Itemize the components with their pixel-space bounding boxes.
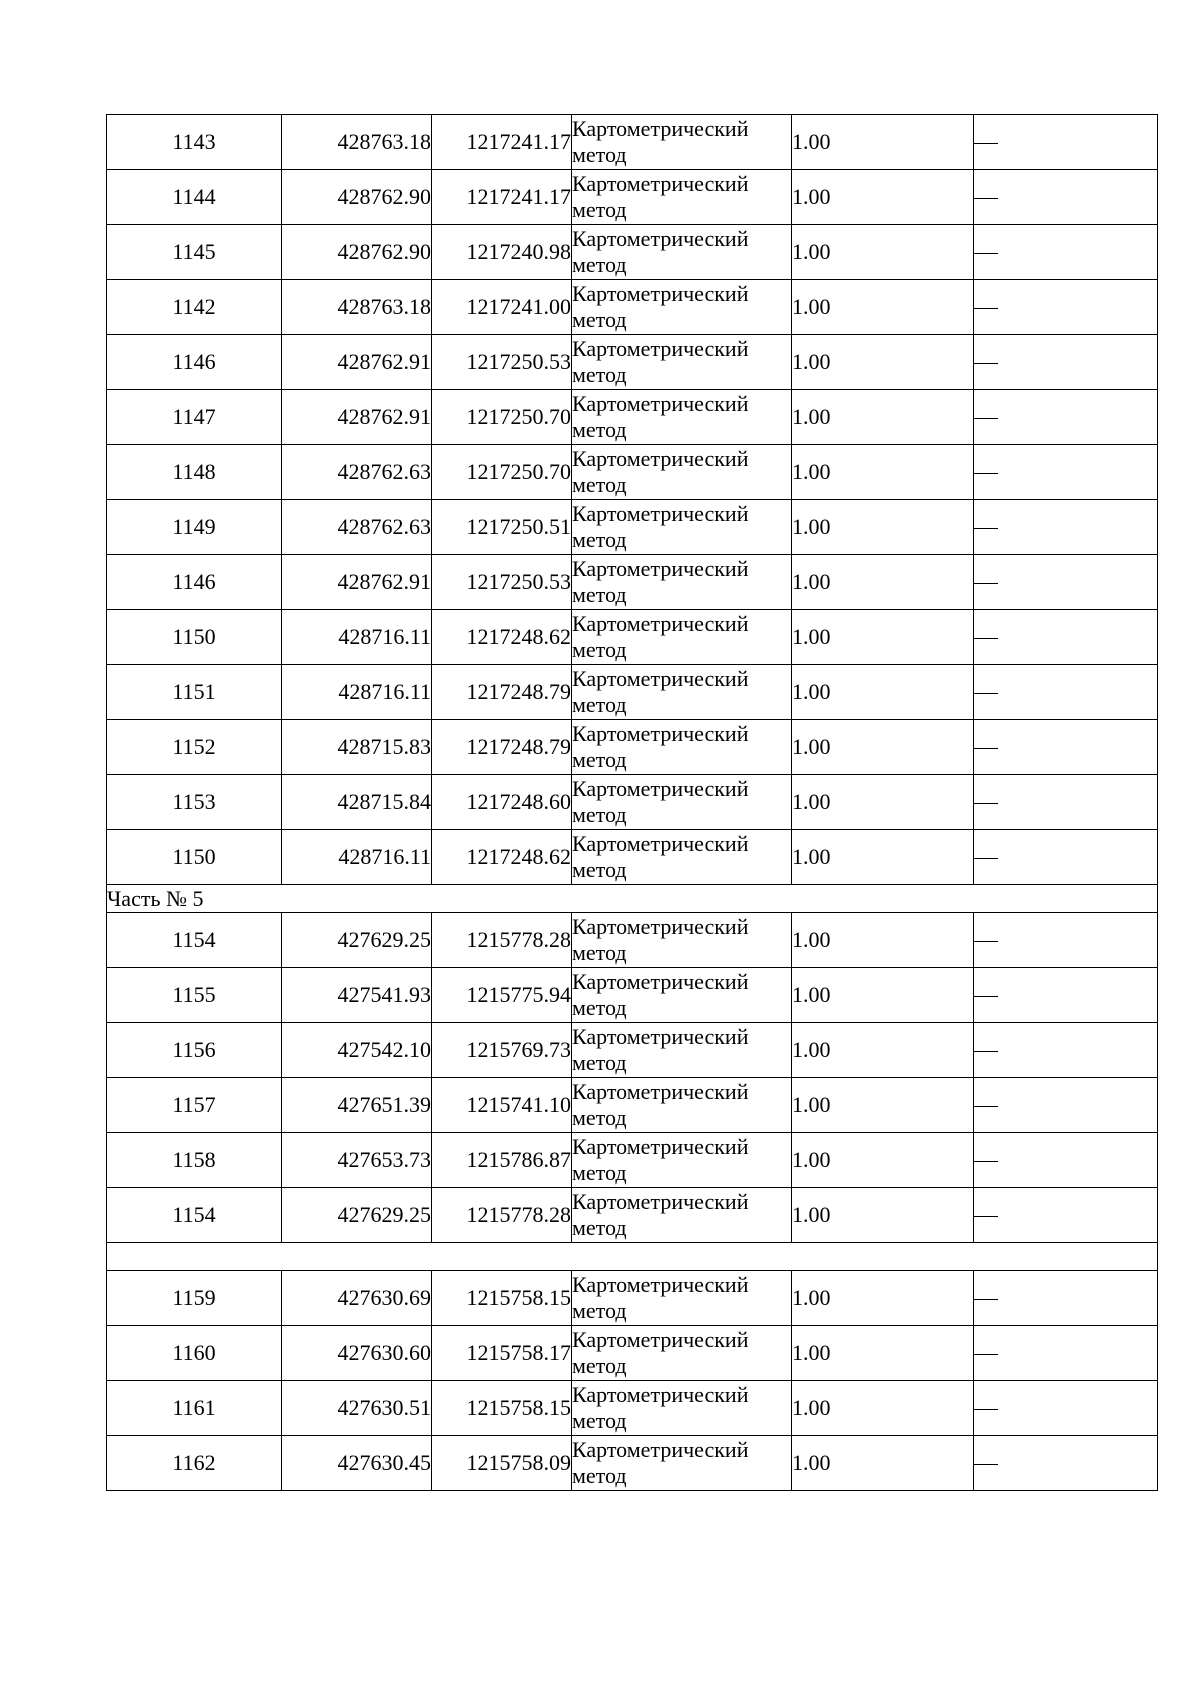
point-number-cell: 1157	[107, 1078, 282, 1133]
table-row	[107, 1326, 1158, 1381]
description-cell	[974, 913, 1158, 968]
accuracy-cell: 1.00	[792, 170, 974, 225]
method-cell	[572, 225, 792, 280]
method-line-2: метод	[572, 1408, 627, 1433]
x-coordinate-cell: 428762.63	[282, 500, 432, 555]
x-coordinate-cell: 428763.18	[282, 115, 432, 170]
method-cell	[572, 830, 792, 885]
accuracy-cell: 1.00	[792, 1023, 974, 1078]
method-line-2: метод	[572, 1298, 627, 1323]
description-cell	[974, 720, 1158, 775]
y-coordinate-cell: 1217248.62	[432, 610, 572, 665]
table-row	[107, 555, 1158, 610]
accuracy-cell: 1.00	[792, 1381, 974, 1436]
method-cell	[572, 1381, 792, 1436]
dash-mark	[974, 1354, 998, 1355]
x-coordinate-cell: 427651.39	[282, 1078, 432, 1133]
method-cell	[572, 555, 792, 610]
accuracy-cell: 1.00	[792, 1436, 974, 1491]
method-line-1: Картометрический	[572, 666, 749, 691]
blank-separator-row	[107, 1243, 1158, 1271]
table-row	[107, 1023, 1158, 1078]
method-line-1: Картометрический	[572, 556, 749, 581]
method-cell	[572, 1188, 792, 1243]
point-number-cell: 1144	[107, 170, 282, 225]
table-row	[107, 1188, 1158, 1243]
x-coordinate-cell: 428762.91	[282, 555, 432, 610]
part-header-row	[107, 885, 1158, 913]
method-cell	[572, 1023, 792, 1078]
method-cell	[572, 170, 792, 225]
accuracy-cell: 1.00	[792, 720, 974, 775]
method-line-2: метод	[572, 692, 627, 717]
dash-mark	[974, 1051, 998, 1052]
table-row	[107, 720, 1158, 775]
accuracy-cell: 1.00	[792, 225, 974, 280]
dash-mark	[974, 858, 998, 859]
point-number-cell: 1149	[107, 500, 282, 555]
method-cell	[572, 335, 792, 390]
method-line-1: Картометрический	[572, 721, 749, 746]
accuracy-cell: 1.00	[792, 665, 974, 720]
method-line-2: метод	[572, 1215, 627, 1240]
y-coordinate-cell: 1217248.79	[432, 720, 572, 775]
part-label: Часть № 5	[107, 885, 1158, 913]
table-section-part	[107, 913, 1158, 1243]
dash-mark	[974, 308, 998, 309]
accuracy-cell: 1.00	[792, 555, 974, 610]
method-cell	[572, 1326, 792, 1381]
y-coordinate-cell: 1217248.60	[432, 775, 572, 830]
description-cell	[974, 968, 1158, 1023]
description-cell	[974, 555, 1158, 610]
dash-mark	[974, 1409, 998, 1410]
method-line-1: Картометрический	[572, 1327, 749, 1352]
table-row	[107, 335, 1158, 390]
method-line-1: Картометрический	[572, 1024, 749, 1049]
table-section-before	[107, 115, 1158, 885]
coordinates-table	[106, 114, 1158, 1491]
table-row	[107, 1381, 1158, 1436]
dash-mark	[974, 1216, 998, 1217]
method-line-1: Картометрический	[572, 1382, 749, 1407]
table-row	[107, 610, 1158, 665]
x-coordinate-cell: 427630.45	[282, 1436, 432, 1491]
dash-mark	[974, 583, 998, 584]
y-coordinate-cell: 1217240.98	[432, 225, 572, 280]
method-line-1: Картометрический	[572, 1134, 749, 1159]
y-coordinate-cell: 1215786.87	[432, 1133, 572, 1188]
x-coordinate-cell: 428716.11	[282, 830, 432, 885]
point-number-cell: 1150	[107, 830, 282, 885]
description-cell	[974, 1381, 1158, 1436]
x-coordinate-cell: 427629.25	[282, 1188, 432, 1243]
dash-mark	[974, 996, 998, 997]
method-cell	[572, 665, 792, 720]
dash-mark	[974, 473, 998, 474]
method-cell	[572, 720, 792, 775]
method-line-1: Картометрический	[572, 1437, 749, 1462]
y-coordinate-cell: 1215778.28	[432, 913, 572, 968]
accuracy-cell: 1.00	[792, 830, 974, 885]
description-cell	[974, 1436, 1158, 1491]
method-cell	[572, 500, 792, 555]
method-line-2: метод	[572, 940, 627, 965]
dash-mark	[974, 1464, 998, 1465]
method-line-1: Картометрический	[572, 171, 749, 196]
method-line-1: Картометрический	[572, 391, 749, 416]
x-coordinate-cell: 427653.73	[282, 1133, 432, 1188]
y-coordinate-cell: 1217250.51	[432, 500, 572, 555]
method-line-1: Картометрический	[572, 116, 749, 141]
method-line-2: метод	[572, 472, 627, 497]
dash-mark	[974, 143, 998, 144]
method-line-1: Картометрический	[572, 446, 749, 471]
point-number-cell: 1142	[107, 280, 282, 335]
point-number-cell: 1150	[107, 610, 282, 665]
description-cell	[974, 445, 1158, 500]
blank-separator-section	[107, 1243, 1158, 1271]
description-cell	[974, 170, 1158, 225]
table-row	[107, 390, 1158, 445]
method-line-2: метод	[572, 857, 627, 882]
dash-mark	[974, 198, 998, 199]
x-coordinate-cell: 427542.10	[282, 1023, 432, 1078]
dash-mark	[974, 418, 998, 419]
method-cell	[572, 610, 792, 665]
point-number-cell: 1147	[107, 390, 282, 445]
method-line-2: метод	[572, 527, 627, 552]
accuracy-cell: 1.00	[792, 775, 974, 830]
y-coordinate-cell: 1215778.28	[432, 1188, 572, 1243]
method-line-1: Картометрический	[572, 1189, 749, 1214]
point-number-cell: 1162	[107, 1436, 282, 1491]
method-line-1: Картометрический	[572, 969, 749, 994]
description-cell	[974, 610, 1158, 665]
accuracy-cell: 1.00	[792, 913, 974, 968]
method-line-1: Картометрический	[572, 336, 749, 361]
table-row	[107, 1078, 1158, 1133]
description-cell	[974, 280, 1158, 335]
x-coordinate-cell: 428715.83	[282, 720, 432, 775]
table-row	[107, 1133, 1158, 1188]
method-line-1: Картометрический	[572, 501, 749, 526]
x-coordinate-cell: 427630.69	[282, 1271, 432, 1326]
x-coordinate-cell: 428715.84	[282, 775, 432, 830]
x-coordinate-cell: 428762.63	[282, 445, 432, 500]
y-coordinate-cell: 1215769.73	[432, 1023, 572, 1078]
point-number-cell: 1151	[107, 665, 282, 720]
method-cell	[572, 1133, 792, 1188]
point-number-cell: 1146	[107, 335, 282, 390]
table-section-after	[107, 1271, 1158, 1491]
method-line-2: метод	[572, 802, 627, 827]
description-cell	[974, 225, 1158, 280]
method-cell	[572, 1271, 792, 1326]
y-coordinate-cell: 1217248.62	[432, 830, 572, 885]
method-cell	[572, 1078, 792, 1133]
accuracy-cell: 1.00	[792, 445, 974, 500]
method-line-2: метод	[572, 995, 627, 1020]
point-number-cell: 1154	[107, 913, 282, 968]
accuracy-cell: 1.00	[792, 390, 974, 445]
x-coordinate-cell: 427630.60	[282, 1326, 432, 1381]
part-header-section	[107, 885, 1158, 913]
method-line-2: метод	[572, 142, 627, 167]
point-number-cell: 1148	[107, 445, 282, 500]
accuracy-cell: 1.00	[792, 968, 974, 1023]
dash-mark	[974, 638, 998, 639]
y-coordinate-cell: 1217241.17	[432, 115, 572, 170]
description-cell	[974, 115, 1158, 170]
description-cell	[974, 1133, 1158, 1188]
table-row	[107, 225, 1158, 280]
y-coordinate-cell: 1215758.17	[432, 1326, 572, 1381]
method-line-1: Картометрический	[572, 1079, 749, 1104]
table-row	[107, 1436, 1158, 1491]
x-coordinate-cell: 427541.93	[282, 968, 432, 1023]
blank-separator-cell	[107, 1243, 1158, 1271]
description-cell	[974, 500, 1158, 555]
accuracy-cell: 1.00	[792, 1188, 974, 1243]
dash-mark	[974, 693, 998, 694]
point-number-cell: 1152	[107, 720, 282, 775]
accuracy-cell: 1.00	[792, 1078, 974, 1133]
dash-mark	[974, 1161, 998, 1162]
method-line-2: метод	[572, 1463, 627, 1488]
dash-mark	[974, 1299, 998, 1300]
point-number-cell: 1154	[107, 1188, 282, 1243]
x-coordinate-cell: 428762.90	[282, 225, 432, 280]
dash-mark	[974, 941, 998, 942]
method-cell	[572, 913, 792, 968]
method-line-2: метод	[572, 747, 627, 772]
point-number-cell: 1153	[107, 775, 282, 830]
table-row	[107, 968, 1158, 1023]
method-cell	[572, 775, 792, 830]
table-row	[107, 665, 1158, 720]
point-number-cell: 1160	[107, 1326, 282, 1381]
dash-mark	[974, 253, 998, 254]
method-line-2: метод	[572, 1105, 627, 1130]
method-line-1: Картометрический	[572, 226, 749, 251]
table-row	[107, 1271, 1158, 1326]
accuracy-cell: 1.00	[792, 1326, 974, 1381]
y-coordinate-cell: 1215741.10	[432, 1078, 572, 1133]
point-number-cell: 1156	[107, 1023, 282, 1078]
x-coordinate-cell: 427630.51	[282, 1381, 432, 1436]
y-coordinate-cell: 1217250.53	[432, 555, 572, 610]
y-coordinate-cell: 1215758.09	[432, 1436, 572, 1491]
y-coordinate-cell: 1217241.17	[432, 170, 572, 225]
table-row	[107, 775, 1158, 830]
description-cell	[974, 830, 1158, 885]
method-line-2: метод	[572, 582, 627, 607]
method-line-2: метод	[572, 417, 627, 442]
description-cell	[974, 775, 1158, 830]
table-row	[107, 445, 1158, 500]
y-coordinate-cell: 1215775.94	[432, 968, 572, 1023]
table-row	[107, 280, 1158, 335]
method-cell	[572, 1436, 792, 1491]
point-number-cell: 1161	[107, 1381, 282, 1436]
method-line-2: метод	[572, 1160, 627, 1185]
point-number-cell: 1159	[107, 1271, 282, 1326]
method-line-2: метод	[572, 197, 627, 222]
method-line-1: Картометрический	[572, 1272, 749, 1297]
y-coordinate-cell: 1215758.15	[432, 1381, 572, 1436]
description-cell	[974, 665, 1158, 720]
method-line-1: Картометрический	[572, 611, 749, 636]
method-cell	[572, 968, 792, 1023]
method-line-2: метод	[572, 637, 627, 662]
dash-mark	[974, 1106, 998, 1107]
accuracy-cell: 1.00	[792, 610, 974, 665]
description-cell	[974, 1326, 1158, 1381]
method-cell	[572, 445, 792, 500]
x-coordinate-cell: 428762.91	[282, 390, 432, 445]
accuracy-cell: 1.00	[792, 280, 974, 335]
accuracy-cell: 1.00	[792, 1271, 974, 1326]
accuracy-cell: 1.00	[792, 115, 974, 170]
dash-mark	[974, 528, 998, 529]
x-coordinate-cell: 427629.25	[282, 913, 432, 968]
description-cell	[974, 1188, 1158, 1243]
description-cell	[974, 1023, 1158, 1078]
accuracy-cell: 1.00	[792, 500, 974, 555]
dash-mark	[974, 363, 998, 364]
method-cell	[572, 115, 792, 170]
method-line-2: метод	[572, 362, 627, 387]
x-coordinate-cell: 428716.11	[282, 610, 432, 665]
y-coordinate-cell: 1217250.70	[432, 445, 572, 500]
method-cell	[572, 390, 792, 445]
table-row	[107, 913, 1158, 968]
y-coordinate-cell: 1217248.79	[432, 665, 572, 720]
method-line-2: метод	[572, 1353, 627, 1378]
point-number-cell: 1146	[107, 555, 282, 610]
dash-mark	[974, 748, 998, 749]
method-line-1: Картометрический	[572, 914, 749, 939]
description-cell	[974, 390, 1158, 445]
x-coordinate-cell: 428762.90	[282, 170, 432, 225]
table-row	[107, 115, 1158, 170]
dash-mark	[974, 803, 998, 804]
y-coordinate-cell: 1217250.70	[432, 390, 572, 445]
point-number-cell: 1158	[107, 1133, 282, 1188]
description-cell	[974, 335, 1158, 390]
method-line-2: метод	[572, 307, 627, 332]
method-line-1: Картометрический	[572, 281, 749, 306]
accuracy-cell: 1.00	[792, 1133, 974, 1188]
description-cell	[974, 1271, 1158, 1326]
method-line-2: метод	[572, 252, 627, 277]
table-row	[107, 170, 1158, 225]
y-coordinate-cell: 1215758.15	[432, 1271, 572, 1326]
accuracy-cell: 1.00	[792, 335, 974, 390]
table-row	[107, 500, 1158, 555]
method-cell	[572, 280, 792, 335]
y-coordinate-cell: 1217250.53	[432, 335, 572, 390]
description-cell	[974, 1078, 1158, 1133]
point-number-cell: 1145	[107, 225, 282, 280]
x-coordinate-cell: 428716.11	[282, 665, 432, 720]
x-coordinate-cell: 428763.18	[282, 280, 432, 335]
method-line-1: Картометрический	[572, 776, 749, 801]
point-number-cell: 1143	[107, 115, 282, 170]
method-line-1: Картометрический	[572, 831, 749, 856]
method-line-2: метод	[572, 1050, 627, 1075]
table-row	[107, 830, 1158, 885]
x-coordinate-cell: 428762.91	[282, 335, 432, 390]
point-number-cell: 1155	[107, 968, 282, 1023]
y-coordinate-cell: 1217241.00	[432, 280, 572, 335]
